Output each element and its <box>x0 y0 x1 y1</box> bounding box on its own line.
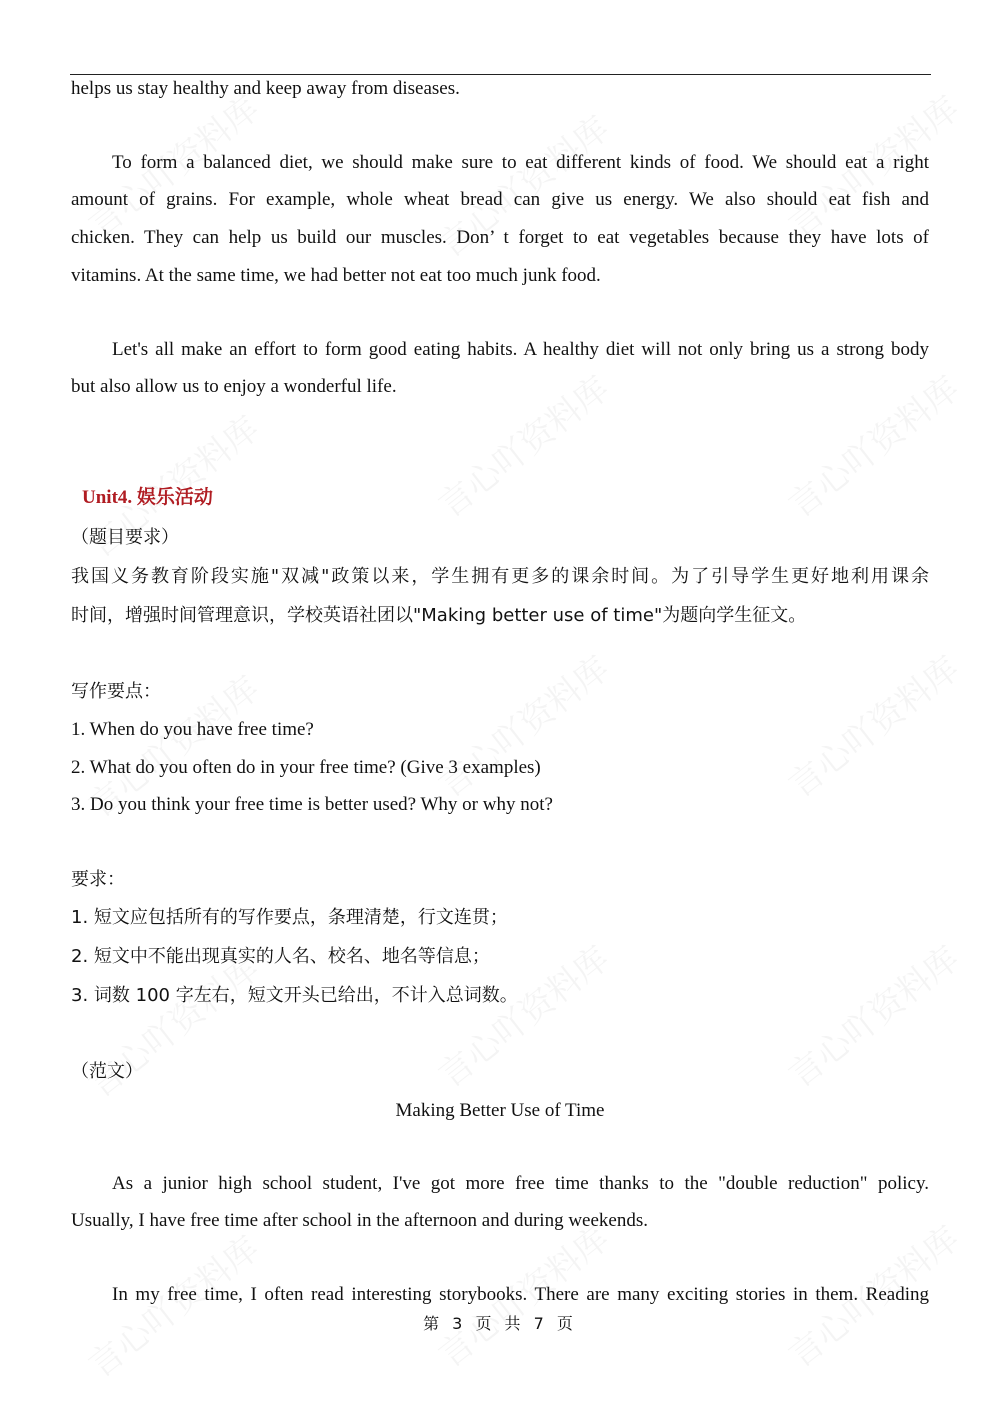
rule-item: 2. 短文中不能出现真实的人名、校名、地名等信息； <box>71 946 490 967</box>
text-line: Usually, I have free time after school in the afternoon and during weekends. <box>71 1210 649 1231</box>
text-line: Let's all make an effort to form good eating habits. A healthy diet will not only bring us a strong body <box>112 339 929 360</box>
sample-label: （范文） <box>71 1061 143 1082</box>
requirement-label: （题目要求） <box>71 527 179 548</box>
prompt-line: 我国义务教育阶段实施"双减"政策以来，学生拥有更多的课余时间。为了引导学生更好地利用课余 <box>71 566 929 587</box>
rule-item: 3. 词数 100 字左右，短文开头已给出，不计入总词数。 <box>71 985 518 1006</box>
text-line: As a junior high school student, I've got more free time thanks to the "double reduction" policy. <box>112 1173 929 1194</box>
text-line: To form a balanced diet, we should make sure to eat different kinds of food. We should eat a right <box>112 152 929 173</box>
text-line: chicken. They can help us build our muscles. Don’ t forget to eat vegetables because they have lots of <box>71 227 929 248</box>
points-label: 写作要点： <box>71 681 161 702</box>
text-line: In my free time, I often read interesting storybooks. There are many exciting stories in them. Reading <box>112 1284 929 1305</box>
prompt-line: 时间，增强时间管理意识，学校英语社团以"Making better use of time"为题向学生征文。 <box>71 605 807 626</box>
text-line: amount of grains. For example, whole wheat bread can give us energy. We also should eat fish and <box>71 189 929 210</box>
text-line: helps us stay healthy and keep away from diseases. <box>71 78 460 99</box>
page-footer: 第 3 页 共 7 页 <box>423 1314 577 1333</box>
point-item: 2. What do you often do in your free time? (Give 3 examples) <box>71 757 541 778</box>
text-line: but also allow us to enjoy a wonderful life. <box>71 376 397 397</box>
unit-title: Unit4. 娱乐活动 <box>82 487 213 508</box>
point-item: 1. When do you have free time? <box>71 719 314 740</box>
point-item: 3. Do you think your free time is better used? Why or why not? <box>71 794 553 815</box>
header-rule <box>70 74 931 75</box>
essay-title: Making Better Use of Time <box>395 1100 605 1121</box>
rules-label: 要求： <box>71 869 125 890</box>
rule-item: 1. 短文应包括所有的写作要点，条理清楚，行文连贯； <box>71 907 508 928</box>
text-line: vitamins. At the same time, we had better not eat too much junk food. <box>71 265 601 286</box>
